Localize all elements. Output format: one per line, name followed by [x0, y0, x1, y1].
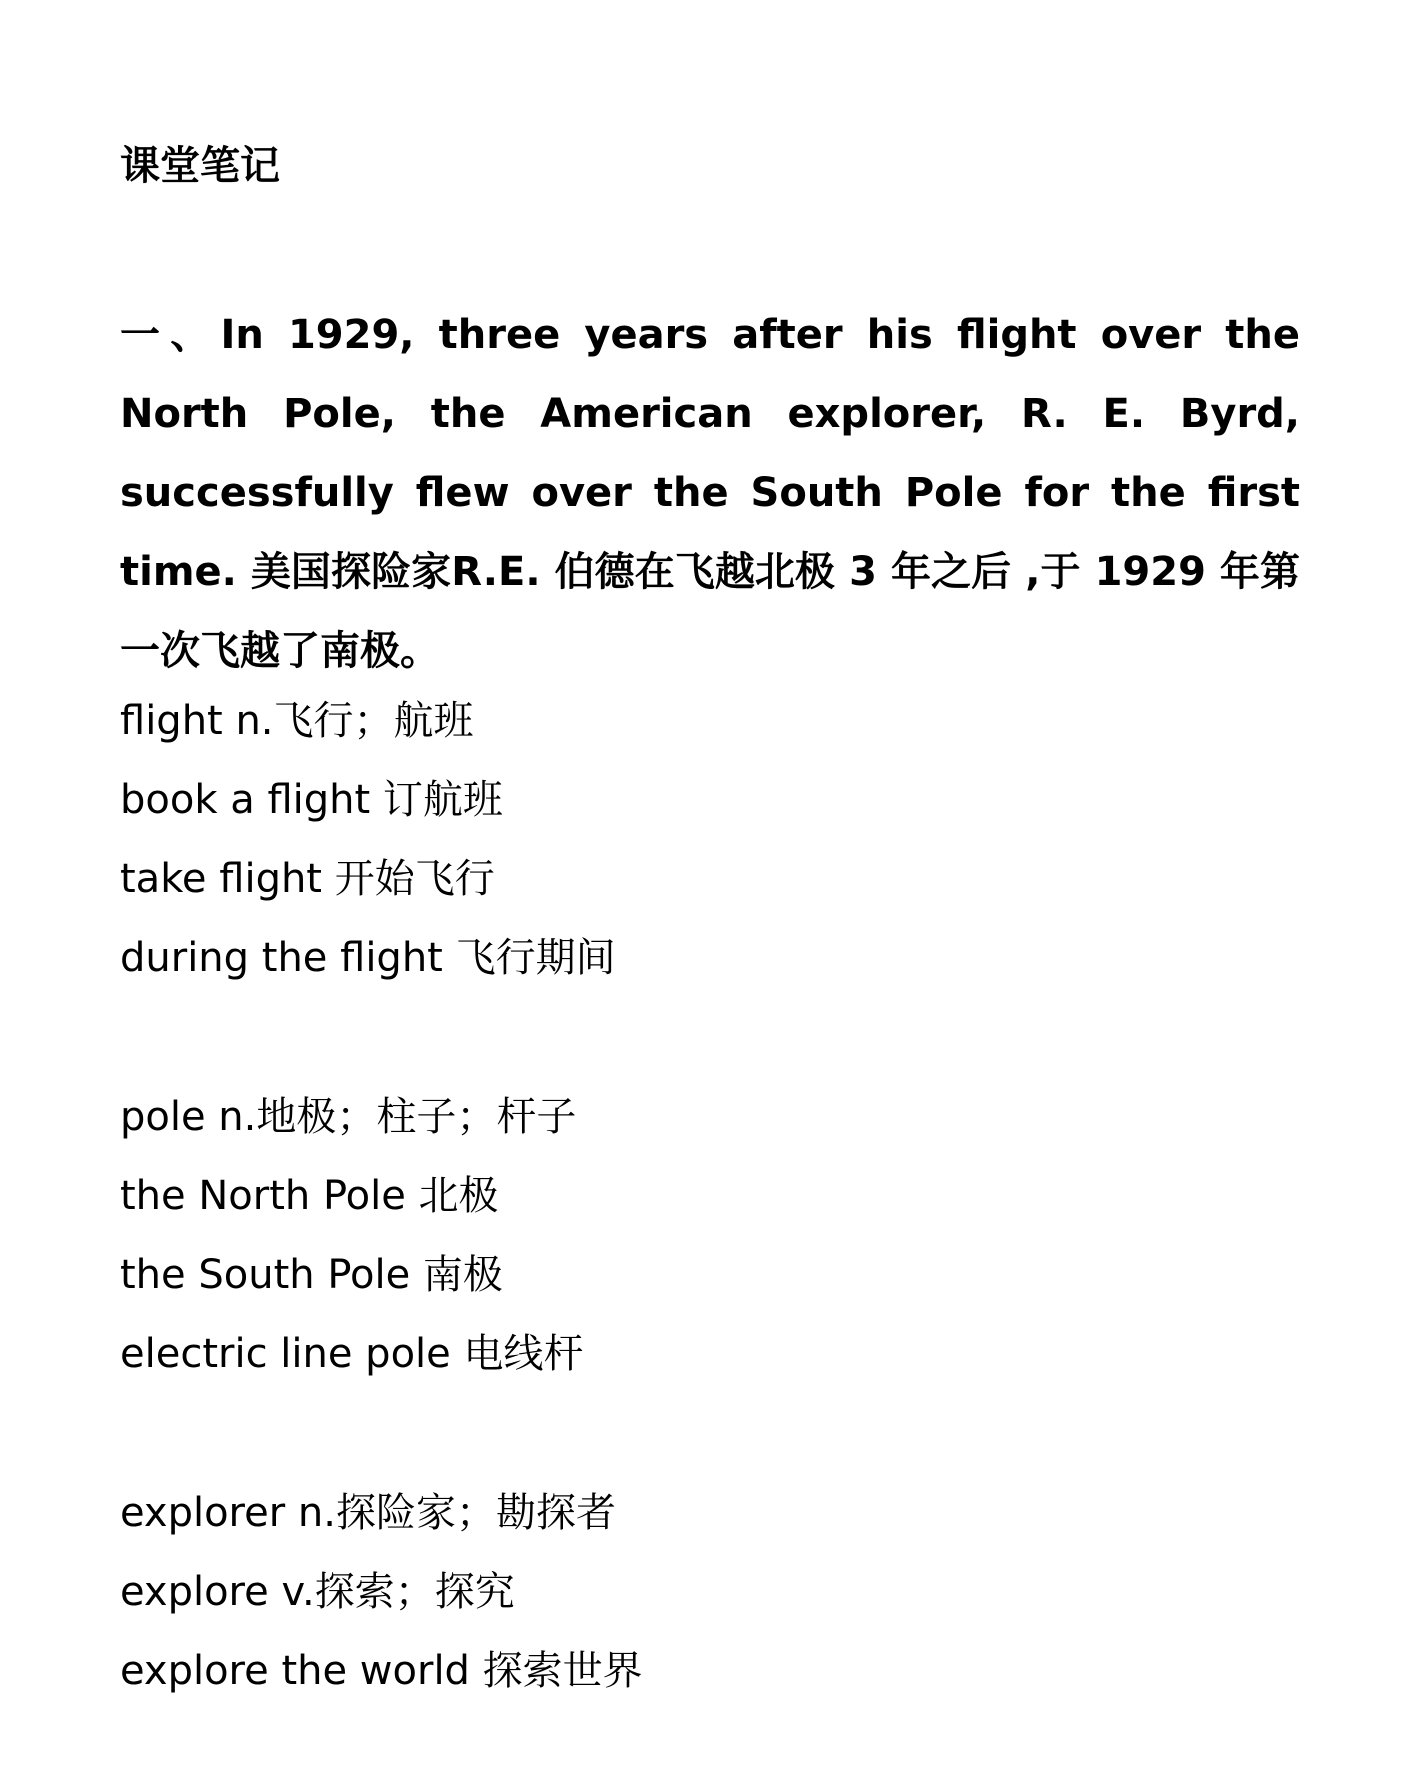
vocab-line: explore v.探索；探究 [120, 1569, 515, 1615]
vocab-line: during the flight 飞行期间 [120, 935, 616, 981]
vocab-line: explore the world 探索世界 [120, 1648, 643, 1694]
vocab-group-flight [120, 682, 1300, 998]
vocab-group-pole [120, 1078, 1300, 1394]
vocab-line: the South Pole 南极 [120, 1252, 503, 1298]
vocab-line: flight n.飞行；航班 [120, 698, 474, 744]
page-title: 课堂笔记 [120, 143, 280, 189]
vocab-line: book a flight 订航班 [120, 777, 503, 823]
vocab-line: pole n.地极；柱子；杆子 [120, 1094, 577, 1140]
vocab-line: take flight 开始飞行 [120, 856, 495, 902]
vocab-line: the North Pole 北极 [120, 1173, 499, 1219]
vocab-line: electric line pole 电线杆 [120, 1331, 584, 1377]
intro-sentence: 一、In 1929, three years after his flight over the North Pole, the American explorer, R. E. Byrd, successfully flew over the South Pole for the first time. 美国探险家R.E. 伯德在飞越北极 3 年之后 ,于 1929 年第一次飞越了南极。 [120, 312, 1300, 674]
vocab-group-explorer [120, 1474, 1300, 1711]
vocab-line: explorer n.探险家；勘探者 [120, 1490, 616, 1536]
